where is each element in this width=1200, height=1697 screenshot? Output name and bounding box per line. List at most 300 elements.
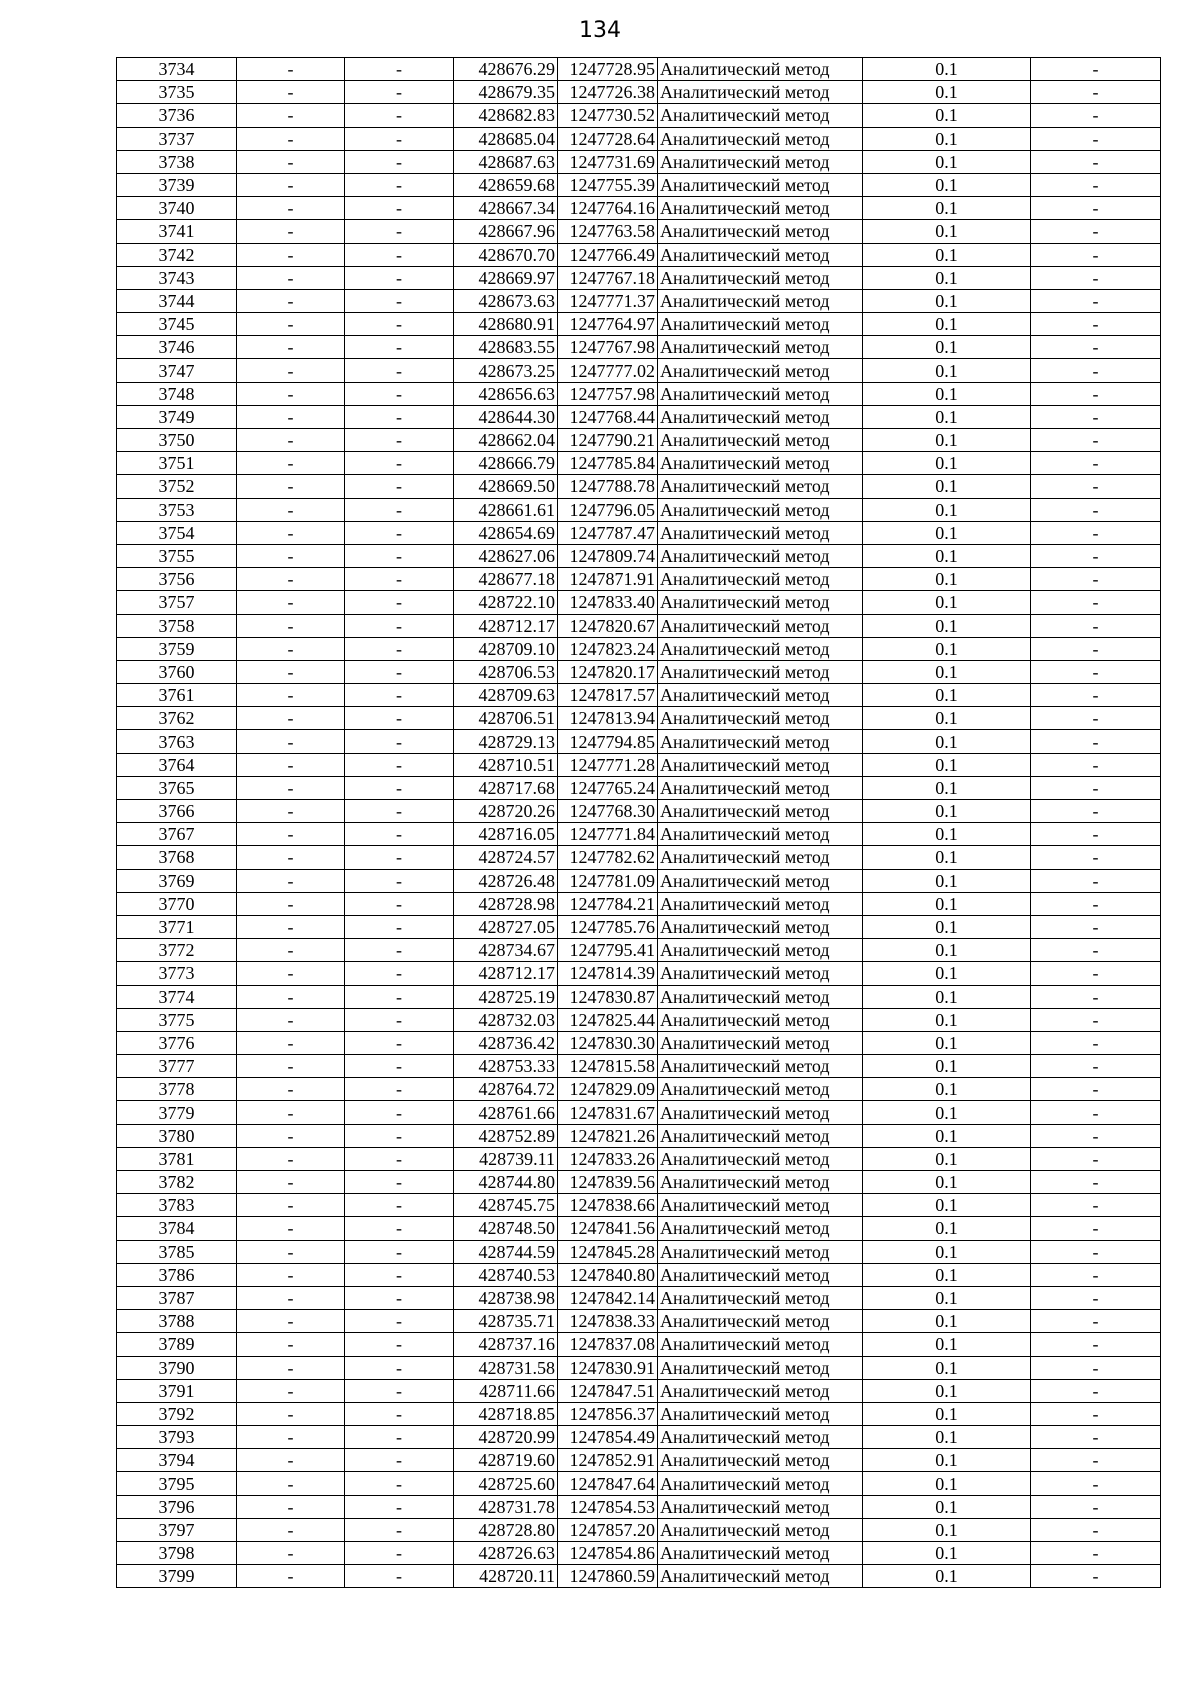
accuracy-cell: 0.1 [863, 753, 1031, 776]
method-cell: Аналитический метод [658, 1542, 863, 1565]
empty-cell-2: - [345, 591, 454, 614]
point-number-cell: 3747 [117, 359, 237, 382]
y-coordinate-cell: 1247838.33 [558, 1310, 658, 1333]
table-row [117, 521, 1161, 544]
point-number-cell: 3735 [117, 81, 237, 104]
table-row [117, 475, 1161, 498]
point-number-cell: 3773 [117, 962, 237, 985]
point-number-cell: 3792 [117, 1402, 237, 1425]
x-coordinate-cell: 428735.71 [454, 1310, 558, 1333]
method-cell: Аналитический метод [658, 591, 863, 614]
empty-cell-2: - [345, 1495, 454, 1518]
y-coordinate-cell: 1247782.62 [558, 846, 658, 869]
note-cell: - [1031, 405, 1161, 428]
y-coordinate-cell: 1247845.28 [558, 1240, 658, 1263]
x-coordinate-cell: 428740.53 [454, 1263, 558, 1286]
y-coordinate-cell: 1247857.20 [558, 1518, 658, 1541]
point-number-cell: 3787 [117, 1286, 237, 1309]
accuracy-cell: 0.1 [863, 591, 1031, 614]
empty-cell-2: - [345, 81, 454, 104]
x-coordinate-cell: 428722.10 [454, 591, 558, 614]
table-row [117, 1124, 1161, 1147]
y-coordinate-cell: 1247767.18 [558, 266, 658, 289]
table-row [117, 591, 1161, 614]
x-coordinate-cell: 428654.69 [454, 521, 558, 544]
empty-cell-2: - [345, 1078, 454, 1101]
note-cell: - [1031, 614, 1161, 637]
empty-cell-2: - [345, 776, 454, 799]
point-number-cell: 3756 [117, 568, 237, 591]
method-cell: Аналитический метод [658, 1472, 863, 1495]
note-cell: - [1031, 823, 1161, 846]
empty-cell-2: - [345, 1263, 454, 1286]
x-coordinate-cell: 428731.58 [454, 1356, 558, 1379]
empty-cell-1: - [237, 544, 345, 567]
empty-cell-1: - [237, 1402, 345, 1425]
empty-cell-2: - [345, 1426, 454, 1449]
note-cell: - [1031, 1194, 1161, 1217]
accuracy-cell: 0.1 [863, 475, 1031, 498]
accuracy-cell: 0.1 [863, 915, 1031, 938]
empty-cell-2: - [345, 359, 454, 382]
table-row [117, 730, 1161, 753]
accuracy-cell: 0.1 [863, 985, 1031, 1008]
y-coordinate-cell: 1247840.80 [558, 1263, 658, 1286]
y-coordinate-cell: 1247838.66 [558, 1194, 658, 1217]
empty-cell-1: - [237, 336, 345, 359]
table-row [117, 544, 1161, 567]
point-number-cell: 3736 [117, 104, 237, 127]
y-coordinate-cell: 1247726.38 [558, 81, 658, 104]
x-coordinate-cell: 428729.13 [454, 730, 558, 753]
note-cell: - [1031, 1286, 1161, 1309]
accuracy-cell: 0.1 [863, 498, 1031, 521]
point-number-cell: 3783 [117, 1194, 237, 1217]
y-coordinate-cell: 1247814.39 [558, 962, 658, 985]
y-coordinate-cell: 1247765.24 [558, 776, 658, 799]
note-cell: - [1031, 220, 1161, 243]
note-cell: - [1031, 104, 1161, 127]
table-row [117, 660, 1161, 683]
accuracy-cell: 0.1 [863, 429, 1031, 452]
y-coordinate-cell: 1247831.67 [558, 1101, 658, 1124]
x-coordinate-cell: 428680.91 [454, 313, 558, 336]
table-row [117, 962, 1161, 985]
page-number: 134 [579, 18, 621, 43]
empty-cell-2: - [345, 1194, 454, 1217]
note-cell: - [1031, 336, 1161, 359]
accuracy-cell: 0.1 [863, 1495, 1031, 1518]
x-coordinate-cell: 428673.63 [454, 289, 558, 312]
table-row [117, 58, 1161, 81]
accuracy-cell: 0.1 [863, 1171, 1031, 1194]
empty-cell-2: - [345, 1542, 454, 1565]
point-number-cell: 3775 [117, 1008, 237, 1031]
empty-cell-2: - [345, 1449, 454, 1472]
empty-cell-2: - [345, 498, 454, 521]
x-coordinate-cell: 428717.68 [454, 776, 558, 799]
empty-cell-1: - [237, 1217, 345, 1240]
point-number-cell: 3739 [117, 173, 237, 196]
method-cell: Аналитический метод [658, 1518, 863, 1541]
table-row [117, 1008, 1161, 1031]
x-coordinate-cell: 428712.17 [454, 962, 558, 985]
x-coordinate-cell: 428685.04 [454, 127, 558, 150]
point-number-cell: 3770 [117, 892, 237, 915]
accuracy-cell: 0.1 [863, 266, 1031, 289]
accuracy-cell: 0.1 [863, 104, 1031, 127]
table-row [117, 1356, 1161, 1379]
method-cell: Аналитический метод [658, 429, 863, 452]
point-number-cell: 3765 [117, 776, 237, 799]
x-coordinate-cell: 428728.80 [454, 1518, 558, 1541]
x-coordinate-cell: 428726.63 [454, 1542, 558, 1565]
note-cell: - [1031, 313, 1161, 336]
empty-cell-2: - [345, 475, 454, 498]
x-coordinate-cell: 428669.50 [454, 475, 558, 498]
x-coordinate-cell: 428724.57 [454, 846, 558, 869]
method-cell: Аналитический метод [658, 753, 863, 776]
x-coordinate-cell: 428727.05 [454, 915, 558, 938]
note-cell: - [1031, 1171, 1161, 1194]
note-cell: - [1031, 892, 1161, 915]
y-coordinate-cell: 1247731.69 [558, 150, 658, 173]
point-number-cell: 3738 [117, 150, 237, 173]
y-coordinate-cell: 1247763.58 [558, 220, 658, 243]
point-number-cell: 3785 [117, 1240, 237, 1263]
point-number-cell: 3794 [117, 1449, 237, 1472]
x-coordinate-cell: 428666.79 [454, 452, 558, 475]
empty-cell-2: - [345, 1565, 454, 1588]
x-coordinate-cell: 428745.75 [454, 1194, 558, 1217]
accuracy-cell: 0.1 [863, 1310, 1031, 1333]
x-coordinate-cell: 428661.61 [454, 498, 558, 521]
y-coordinate-cell: 1247823.24 [558, 637, 658, 660]
empty-cell-2: - [345, 243, 454, 266]
empty-cell-1: - [237, 405, 345, 428]
table-row [117, 1263, 1161, 1286]
note-cell: - [1031, 289, 1161, 312]
note-cell: - [1031, 753, 1161, 776]
method-cell: Аналитический метод [658, 1333, 863, 1356]
point-number-cell: 3749 [117, 405, 237, 428]
empty-cell-1: - [237, 962, 345, 985]
accuracy-cell: 0.1 [863, 869, 1031, 892]
note-cell: - [1031, 1495, 1161, 1518]
point-number-cell: 3758 [117, 614, 237, 637]
empty-cell-1: - [237, 220, 345, 243]
y-coordinate-cell: 1247771.28 [558, 753, 658, 776]
method-cell: Аналитический метод [658, 1449, 863, 1472]
y-coordinate-cell: 1247790.21 [558, 429, 658, 452]
x-coordinate-cell: 428710.51 [454, 753, 558, 776]
y-coordinate-cell: 1247860.59 [558, 1565, 658, 1588]
empty-cell-2: - [345, 1171, 454, 1194]
method-cell: Аналитический метод [658, 1426, 863, 1449]
y-coordinate-cell: 1247796.05 [558, 498, 658, 521]
accuracy-cell: 0.1 [863, 81, 1031, 104]
empty-cell-1: - [237, 1194, 345, 1217]
y-coordinate-cell: 1247728.95 [558, 58, 658, 81]
x-coordinate-cell: 428644.30 [454, 405, 558, 428]
table-row [117, 382, 1161, 405]
x-coordinate-cell: 428720.99 [454, 1426, 558, 1449]
point-number-cell: 3769 [117, 869, 237, 892]
point-number-cell: 3746 [117, 336, 237, 359]
y-coordinate-cell: 1247852.91 [558, 1449, 658, 1472]
empty-cell-2: - [345, 1147, 454, 1170]
method-cell: Аналитический метод [658, 127, 863, 150]
accuracy-cell: 0.1 [863, 1217, 1031, 1240]
accuracy-cell: 0.1 [863, 1472, 1031, 1495]
method-cell: Аналитический метод [658, 405, 863, 428]
x-coordinate-cell: 428725.60 [454, 1472, 558, 1495]
point-number-cell: 3744 [117, 289, 237, 312]
empty-cell-2: - [345, 707, 454, 730]
empty-cell-1: - [237, 1171, 345, 1194]
note-cell: - [1031, 429, 1161, 452]
x-coordinate-cell: 428736.42 [454, 1031, 558, 1054]
point-number-cell: 3740 [117, 197, 237, 220]
empty-cell-1: - [237, 939, 345, 962]
point-number-cell: 3788 [117, 1310, 237, 1333]
point-number-cell: 3752 [117, 475, 237, 498]
table-row [117, 1565, 1161, 1588]
y-coordinate-cell: 1247766.49 [558, 243, 658, 266]
point-number-cell: 3791 [117, 1379, 237, 1402]
empty-cell-2: - [345, 1124, 454, 1147]
y-coordinate-cell: 1247788.78 [558, 475, 658, 498]
point-number-cell: 3797 [117, 1518, 237, 1541]
method-cell: Аналитический метод [658, 707, 863, 730]
note-cell: - [1031, 81, 1161, 104]
empty-cell-2: - [345, 1008, 454, 1031]
empty-cell-1: - [237, 104, 345, 127]
y-coordinate-cell: 1247771.84 [558, 823, 658, 846]
empty-cell-1: - [237, 243, 345, 266]
y-coordinate-cell: 1247847.64 [558, 1472, 658, 1495]
empty-cell-2: - [345, 1472, 454, 1495]
note-cell: - [1031, 939, 1161, 962]
x-coordinate-cell: 428667.34 [454, 197, 558, 220]
empty-cell-1: - [237, 1449, 345, 1472]
table-row [117, 127, 1161, 150]
empty-cell-1: - [237, 1333, 345, 1356]
method-cell: Аналитический метод [658, 1171, 863, 1194]
table-row [117, 892, 1161, 915]
note-cell: - [1031, 1240, 1161, 1263]
method-cell: Аналитический метод [658, 684, 863, 707]
accuracy-cell: 0.1 [863, 382, 1031, 405]
note-cell: - [1031, 1008, 1161, 1031]
method-cell: Аналитический метод [658, 568, 863, 591]
note-cell: - [1031, 1124, 1161, 1147]
method-cell: Аналитический метод [658, 1031, 863, 1054]
table-row [117, 1472, 1161, 1495]
method-cell: Аналитический метод [658, 1356, 863, 1379]
empty-cell-1: - [237, 892, 345, 915]
y-coordinate-cell: 1247830.30 [558, 1031, 658, 1054]
method-cell: Аналитический метод [658, 1495, 863, 1518]
table-row [117, 289, 1161, 312]
accuracy-cell: 0.1 [863, 197, 1031, 220]
empty-cell-1: - [237, 591, 345, 614]
empty-cell-1: - [237, 823, 345, 846]
empty-cell-2: - [345, 915, 454, 938]
table-row [117, 336, 1161, 359]
empty-cell-1: - [237, 313, 345, 336]
empty-cell-2: - [345, 220, 454, 243]
empty-cell-2: - [345, 1055, 454, 1078]
x-coordinate-cell: 428669.97 [454, 266, 558, 289]
x-coordinate-cell: 428676.29 [454, 58, 558, 81]
empty-cell-1: - [237, 127, 345, 150]
point-number-cell: 3793 [117, 1426, 237, 1449]
y-coordinate-cell: 1247821.26 [558, 1124, 658, 1147]
empty-cell-2: - [345, 1101, 454, 1124]
empty-cell-2: - [345, 266, 454, 289]
note-cell: - [1031, 127, 1161, 150]
method-cell: Аналитический метод [658, 150, 863, 173]
note-cell: - [1031, 1565, 1161, 1588]
empty-cell-1: - [237, 730, 345, 753]
empty-cell-2: - [345, 730, 454, 753]
method-cell: Аналитический метод [658, 1147, 863, 1170]
empty-cell-2: - [345, 823, 454, 846]
method-cell: Аналитический метод [658, 869, 863, 892]
method-cell: Аналитический метод [658, 614, 863, 637]
y-coordinate-cell: 1247784.21 [558, 892, 658, 915]
method-cell: Аналитический метод [658, 81, 863, 104]
method-cell: Аналитический метод [658, 382, 863, 405]
accuracy-cell: 0.1 [863, 336, 1031, 359]
x-coordinate-cell: 428744.80 [454, 1171, 558, 1194]
point-number-cell: 3771 [117, 915, 237, 938]
method-cell: Аналитический метод [658, 1101, 863, 1124]
method-cell: Аналитический метод [658, 1402, 863, 1425]
accuracy-cell: 0.1 [863, 127, 1031, 150]
y-coordinate-cell: 1247837.08 [558, 1333, 658, 1356]
y-coordinate-cell: 1247854.49 [558, 1426, 658, 1449]
note-cell: - [1031, 452, 1161, 475]
empty-cell-1: - [237, 707, 345, 730]
empty-cell-1: - [237, 58, 345, 81]
note-cell: - [1031, 521, 1161, 544]
point-number-cell: 3776 [117, 1031, 237, 1054]
note-cell: - [1031, 243, 1161, 266]
method-cell: Аналитический метод [658, 1263, 863, 1286]
empty-cell-1: - [237, 1310, 345, 1333]
y-coordinate-cell: 1247830.87 [558, 985, 658, 1008]
y-coordinate-cell: 1247785.76 [558, 915, 658, 938]
accuracy-cell: 0.1 [863, 544, 1031, 567]
empty-cell-1: - [237, 1426, 345, 1449]
note-cell: - [1031, 197, 1161, 220]
note-cell: - [1031, 1333, 1161, 1356]
empty-cell-2: - [345, 544, 454, 567]
empty-cell-2: - [345, 150, 454, 173]
table-row [117, 823, 1161, 846]
accuracy-cell: 0.1 [863, 568, 1031, 591]
accuracy-cell: 0.1 [863, 405, 1031, 428]
x-coordinate-cell: 428732.03 [454, 1008, 558, 1031]
x-coordinate-cell: 428731.78 [454, 1495, 558, 1518]
point-number-cell: 3734 [117, 58, 237, 81]
note-cell: - [1031, 660, 1161, 683]
point-number-cell: 3795 [117, 1472, 237, 1495]
x-coordinate-cell: 428677.18 [454, 568, 558, 591]
note-cell: - [1031, 1356, 1161, 1379]
empty-cell-2: - [345, 197, 454, 220]
method-cell: Аналитический метод [658, 962, 863, 985]
empty-cell-1: - [237, 1101, 345, 1124]
note-cell: - [1031, 1078, 1161, 1101]
table-row [117, 150, 1161, 173]
x-coordinate-cell: 428752.89 [454, 1124, 558, 1147]
method-cell: Аналитический метод [658, 521, 863, 544]
empty-cell-1: - [237, 1124, 345, 1147]
method-cell: Аналитический метод [658, 498, 863, 521]
accuracy-cell: 0.1 [863, 1031, 1031, 1054]
accuracy-cell: 0.1 [863, 846, 1031, 869]
x-coordinate-cell: 428709.10 [454, 637, 558, 660]
method-cell: Аналитический метод [658, 359, 863, 382]
point-number-cell: 3754 [117, 521, 237, 544]
x-coordinate-cell: 428627.06 [454, 544, 558, 567]
empty-cell-1: - [237, 985, 345, 1008]
point-number-cell: 3778 [117, 1078, 237, 1101]
method-cell: Аналитический метод [658, 985, 863, 1008]
accuracy-cell: 0.1 [863, 823, 1031, 846]
x-coordinate-cell: 428656.63 [454, 382, 558, 405]
note-cell: - [1031, 1426, 1161, 1449]
empty-cell-1: - [237, 684, 345, 707]
table-row [117, 1402, 1161, 1425]
x-coordinate-cell: 428720.26 [454, 800, 558, 823]
x-coordinate-cell: 428711.66 [454, 1379, 558, 1402]
point-number-cell: 3748 [117, 382, 237, 405]
y-coordinate-cell: 1247781.09 [558, 869, 658, 892]
method-cell: Аналитический метод [658, 1565, 863, 1588]
accuracy-cell: 0.1 [863, 1240, 1031, 1263]
table-row [117, 1518, 1161, 1541]
accuracy-cell: 0.1 [863, 1055, 1031, 1078]
note-cell: - [1031, 475, 1161, 498]
point-number-cell: 3786 [117, 1263, 237, 1286]
accuracy-cell: 0.1 [863, 1379, 1031, 1402]
accuracy-cell: 0.1 [863, 289, 1031, 312]
empty-cell-1: - [237, 1565, 345, 1588]
empty-cell-1: - [237, 150, 345, 173]
accuracy-cell: 0.1 [863, 1008, 1031, 1031]
table-row [117, 197, 1161, 220]
empty-cell-2: - [345, 382, 454, 405]
method-cell: Аналитический метод [658, 892, 863, 915]
accuracy-cell: 0.1 [863, 452, 1031, 475]
empty-cell-1: - [237, 81, 345, 104]
empty-cell-1: - [237, 359, 345, 382]
accuracy-cell: 0.1 [863, 150, 1031, 173]
x-coordinate-cell: 428687.63 [454, 150, 558, 173]
x-coordinate-cell: 428761.66 [454, 1101, 558, 1124]
method-cell: Аналитический метод [658, 660, 863, 683]
method-cell: Аналитический метод [658, 1217, 863, 1240]
note-cell: - [1031, 1147, 1161, 1170]
method-cell: Аналитический метод [658, 1194, 863, 1217]
method-cell: Аналитический метод [658, 197, 863, 220]
note-cell: - [1031, 591, 1161, 614]
y-coordinate-cell: 1247728.64 [558, 127, 658, 150]
